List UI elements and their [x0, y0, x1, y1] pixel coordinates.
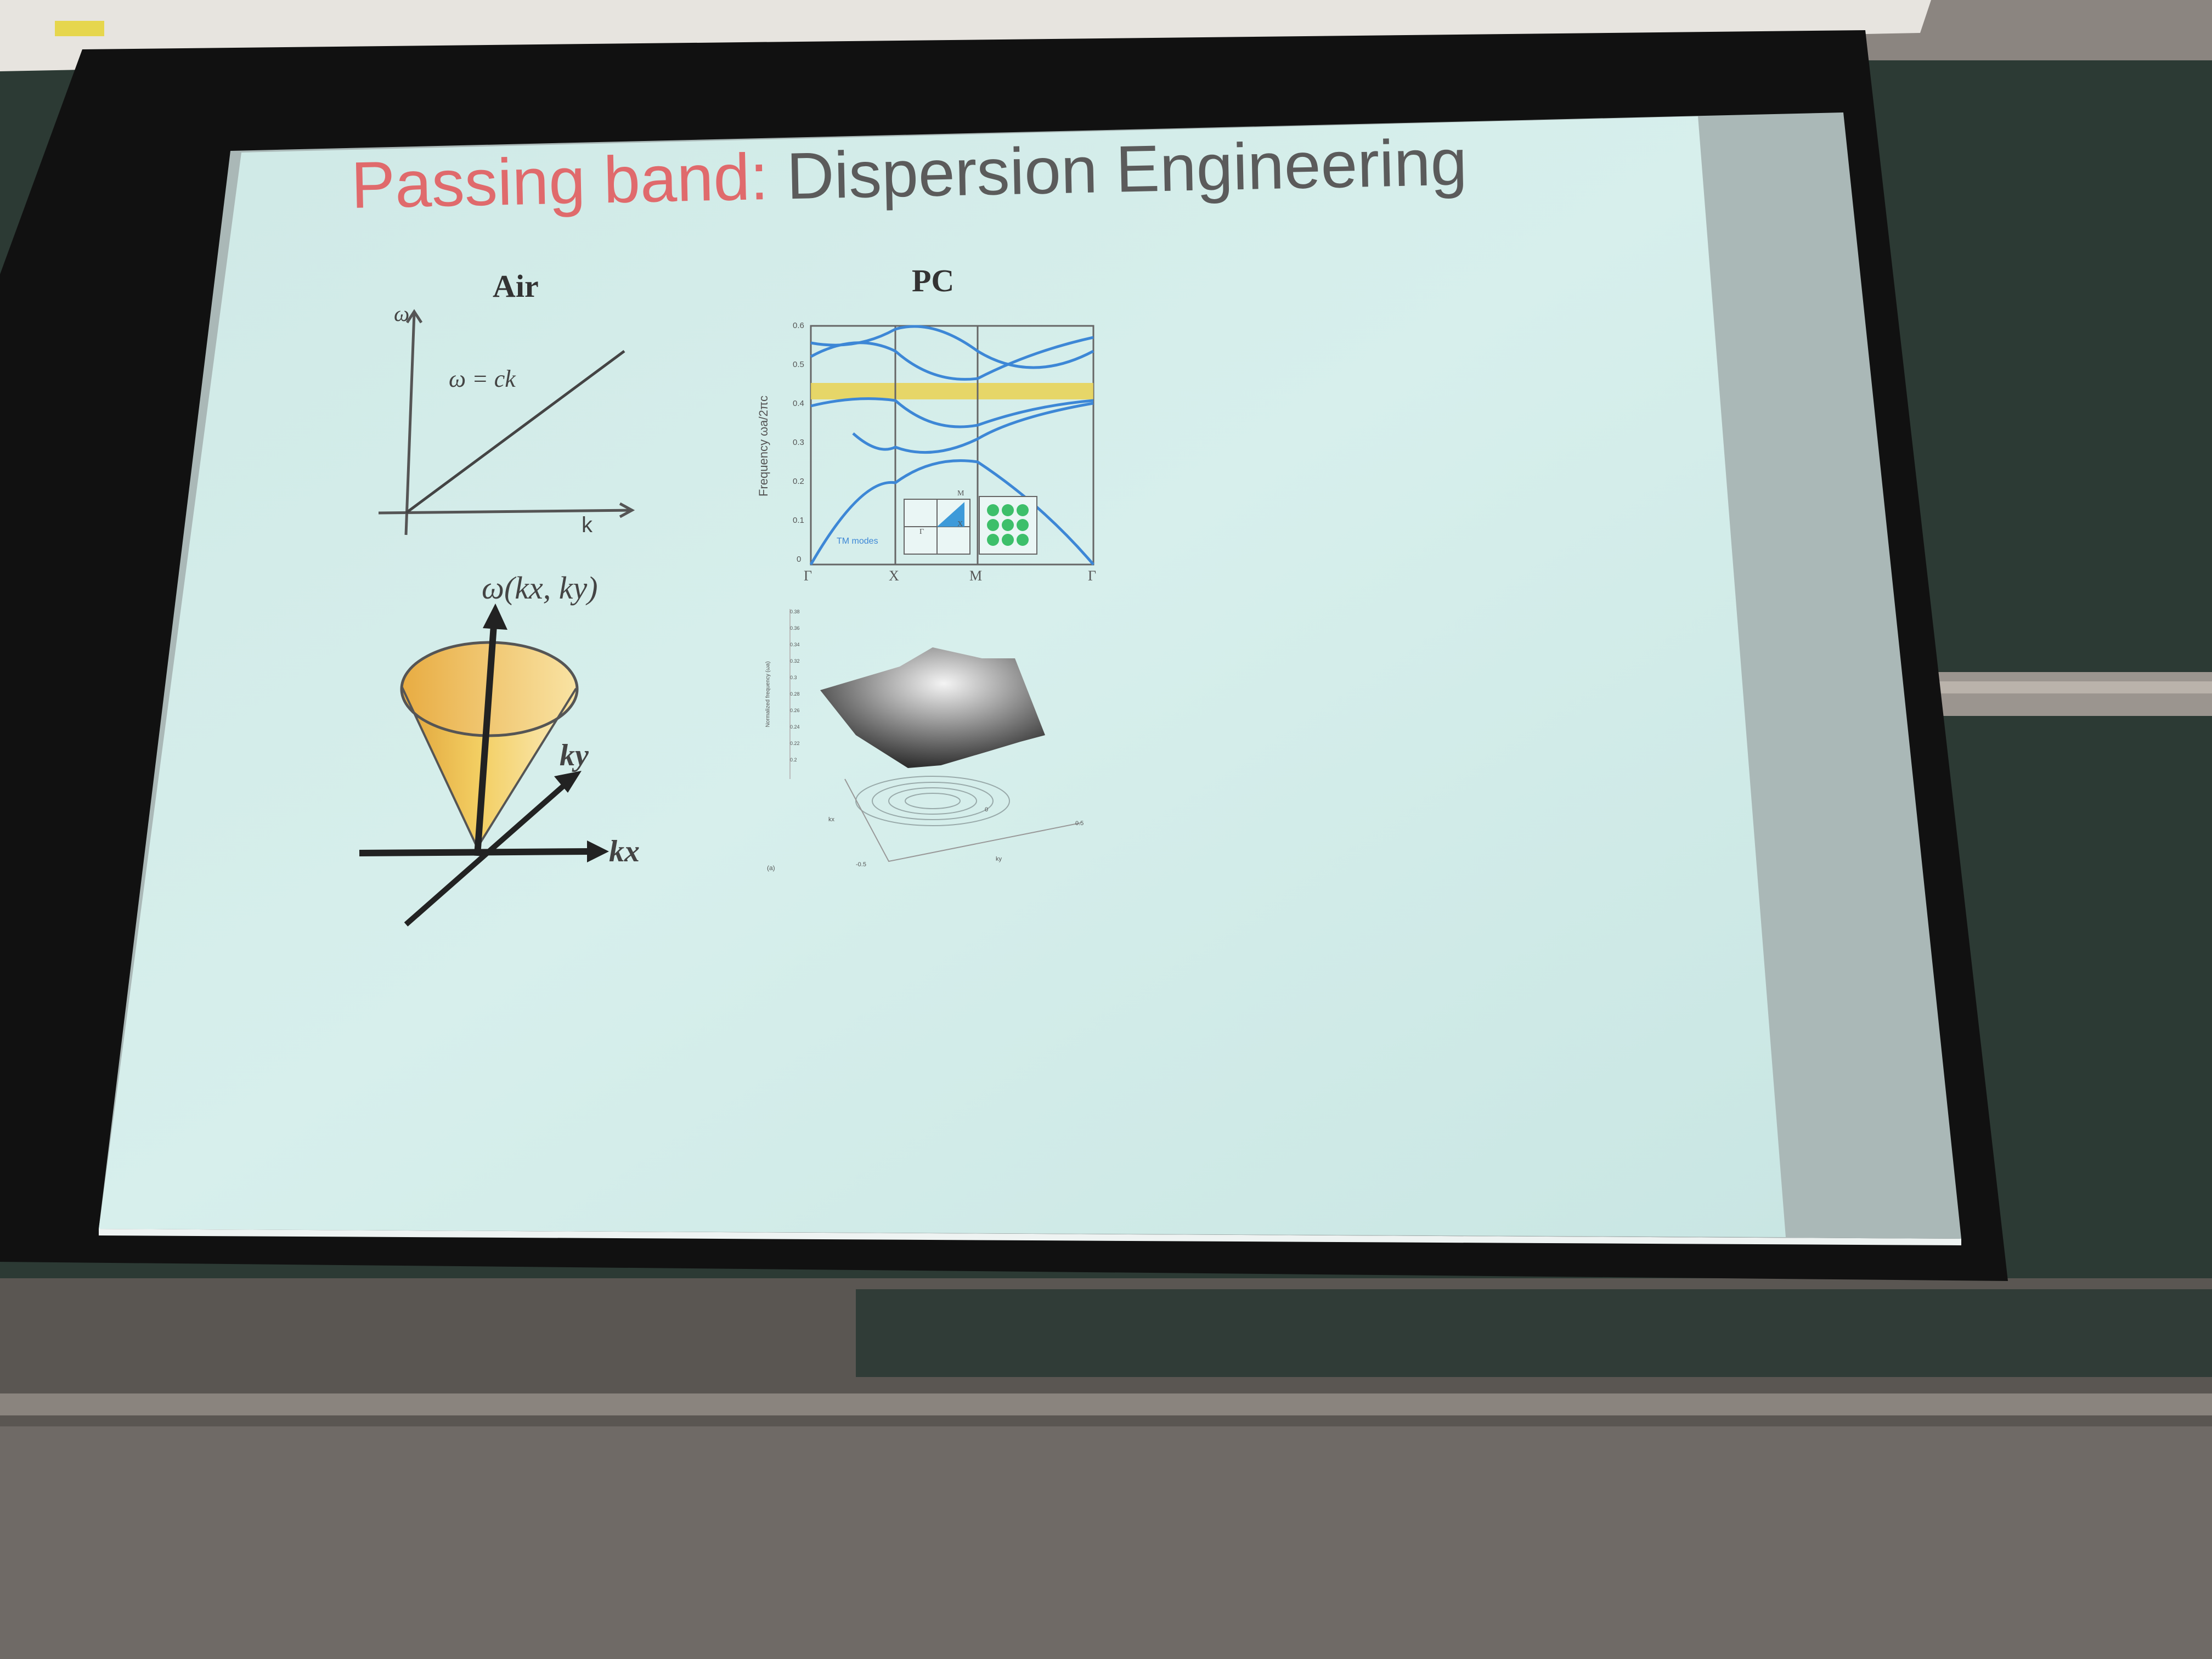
air-label: Air [493, 268, 539, 304]
surface-axis-tick: -0.5 [856, 861, 866, 868]
rod [987, 519, 999, 531]
surface-ztick: 0.3 [790, 675, 797, 680]
rod [1017, 504, 1029, 516]
bz-gamma-label: Γ [919, 528, 924, 536]
title-main: Dispersion Engineering [786, 125, 1468, 213]
rod [1002, 519, 1014, 531]
surface-panel-label: (a) [767, 864, 775, 872]
title-highlight: Passing band: [350, 140, 769, 222]
air-x-axis-label: k [582, 513, 592, 537]
rod [1002, 534, 1014, 546]
photonic-band-gap [811, 383, 1093, 399]
band-ytick: 0.3 [793, 438, 804, 447]
kx-axis [359, 851, 590, 853]
band-ytick: 0.4 [793, 399, 804, 408]
cone-omega-label: ω(kx, ky) [482, 570, 598, 606]
surface-ztick: 0.26 [790, 708, 800, 713]
surface-ylabel: Normalized frequency (ωa) [765, 661, 771, 727]
band-ytick: 0.1 [793, 516, 804, 525]
surface-ztick: 0.22 [790, 741, 800, 746]
pc-label: PC [912, 263, 955, 298]
band-ytick: 0.5 [793, 360, 804, 369]
dielectric-rods [987, 504, 1029, 546]
tm-modes-label: TM modes [837, 537, 878, 546]
surface-ztick: 0.32 [790, 658, 800, 664]
band-ytick: 0.2 [793, 477, 804, 486]
band-xtick: M [969, 568, 983, 584]
surface-ztick: 0.2 [790, 757, 797, 763]
housing-label [55, 21, 104, 36]
cone-ky-label: ky [560, 738, 589, 772]
bz-x-label: X [957, 520, 963, 528]
rod [987, 534, 999, 546]
surface-axis-tick: 0.5 [1075, 820, 1084, 827]
cone-kx-label: kx [609, 834, 640, 868]
surface-ztick: 0.34 [790, 642, 800, 647]
rod [1017, 534, 1029, 546]
lower-board [856, 1289, 2212, 1377]
surface-axis-ky: ky [996, 856, 1002, 862]
band-xtick: Γ [1088, 568, 1097, 584]
surface-axis-kx: kx [828, 816, 834, 823]
band-xtick: X [889, 568, 899, 584]
rod [1002, 504, 1014, 516]
chalk-tray [0, 1393, 2212, 1415]
surface-ztick: 0.28 [790, 691, 800, 697]
bz-m-label: M [957, 489, 964, 498]
rod [1017, 519, 1029, 531]
surface-ztick: 0.24 [790, 724, 800, 730]
surface-axis-tick: 0 [985, 806, 989, 813]
lower-wall [0, 1426, 2212, 1659]
rod [987, 504, 999, 516]
band-ytick: 0 [797, 555, 802, 564]
surface-ztick: 0.36 [790, 625, 800, 631]
band-xtick: Γ [804, 568, 812, 584]
dispersion-equation: ω = ck [449, 365, 516, 392]
band-ytick: 0.6 [793, 321, 804, 330]
surface-ztick: 0.38 [790, 609, 800, 614]
air-y-axis-label: ω [394, 301, 410, 326]
band-ylabel: Frequency ωa/2πc [757, 396, 770, 496]
